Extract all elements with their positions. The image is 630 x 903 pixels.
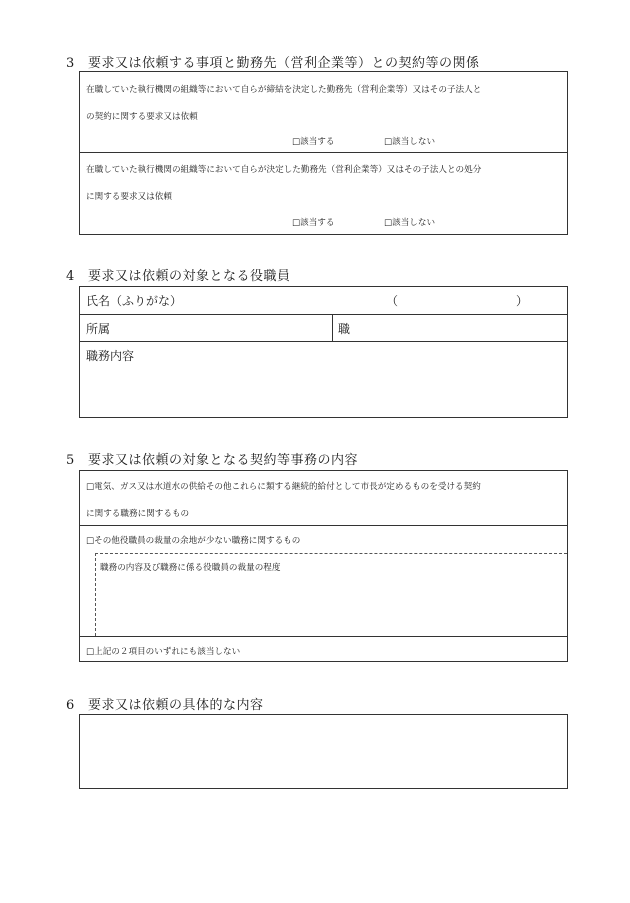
section6-number: 6 — [66, 698, 75, 713]
section4-table — [79, 286, 568, 418]
section5-table — [79, 470, 568, 662]
section5-subbox-left-border — [95, 553, 96, 636]
section6-title: 要求又は依頼の具体的な内容 — [88, 698, 264, 713]
section4-number: 4 — [66, 269, 75, 284]
section3-row1-line1: 在職していた執行機関の組織等において自らが締結を決定した勤務先（営利企業等）又はその子法人と — [86, 85, 482, 95]
section5-heading — [66, 449, 358, 468]
section3-row1-yes-checkbox[interactable]: □該当する — [292, 137, 335, 147]
section5-sub-label: 職務の内容及び職務に係る役職員の裁量の程度 — [100, 563, 281, 573]
section6-heading — [66, 694, 264, 713]
section5-subbox-top-border — [95, 553, 567, 554]
section4-duties-row — [80, 341, 567, 417]
duties-label: 職務内容 — [86, 349, 135, 363]
section4-heading — [66, 265, 291, 284]
section3-row2-line2: に関する要求又は依頼 — [86, 192, 172, 202]
section3-row2 — [80, 152, 567, 235]
section3-row1 — [80, 72, 567, 152]
affiliation-divider — [332, 315, 333, 341]
section3-row2-no-checkbox[interactable]: □該当しない — [384, 218, 436, 228]
section5-item1 — [80, 471, 567, 525]
section3-row2-line1: 在職していた執行機関の組織等において自らが決定した勤務先（営利企業等）又はその子法人との処分 — [86, 165, 482, 175]
name-paren-open: （ — [386, 294, 399, 308]
section5-item2 — [80, 525, 567, 636]
section5-item2-line1[interactable]: □その他役職員の裁量の余地が少ない職務に関するもの — [86, 536, 301, 546]
section3-title: 要求又は依頼する事項と勤務先（営利企業等）との契約等の関係 — [88, 56, 480, 71]
name-paren-close: ） — [516, 294, 529, 308]
section5-item1-line1[interactable]: □電気、ガス又は水道水の供給その他これらに類する継続的給付として市長が定めるものを受ける契約 — [86, 482, 481, 492]
section4-title: 要求又は依頼の対象となる役職員 — [88, 269, 291, 284]
section3-heading — [66, 52, 480, 71]
section3-row1-no-checkbox[interactable]: □該当しない — [384, 137, 436, 147]
section5-item1-line2: に関する職務に関するもの — [86, 509, 190, 519]
section3-row1-line2: の契約に関する要求又は依頼 — [86, 112, 198, 122]
section4-name-row — [80, 287, 567, 314]
section4-affiliation-row — [80, 314, 567, 341]
section5-title: 要求又は依頼の対象となる契約等事務の内容 — [88, 453, 359, 468]
section3-table — [79, 71, 568, 235]
section6-content-box[interactable] — [79, 714, 568, 789]
section3-number: 3 — [66, 56, 75, 71]
post-label: 職 — [338, 322, 351, 336]
name-label: 氏名（ふりがな） — [86, 294, 183, 308]
affiliation-label: 所属 — [86, 322, 111, 336]
section5-item3-line1[interactable]: □上記の２項目のいずれにも該当しない — [86, 647, 241, 657]
section3-row2-yes-checkbox[interactable]: □該当する — [292, 218, 335, 228]
section5-number: 5 — [66, 453, 75, 468]
section5-item3 — [80, 636, 567, 661]
